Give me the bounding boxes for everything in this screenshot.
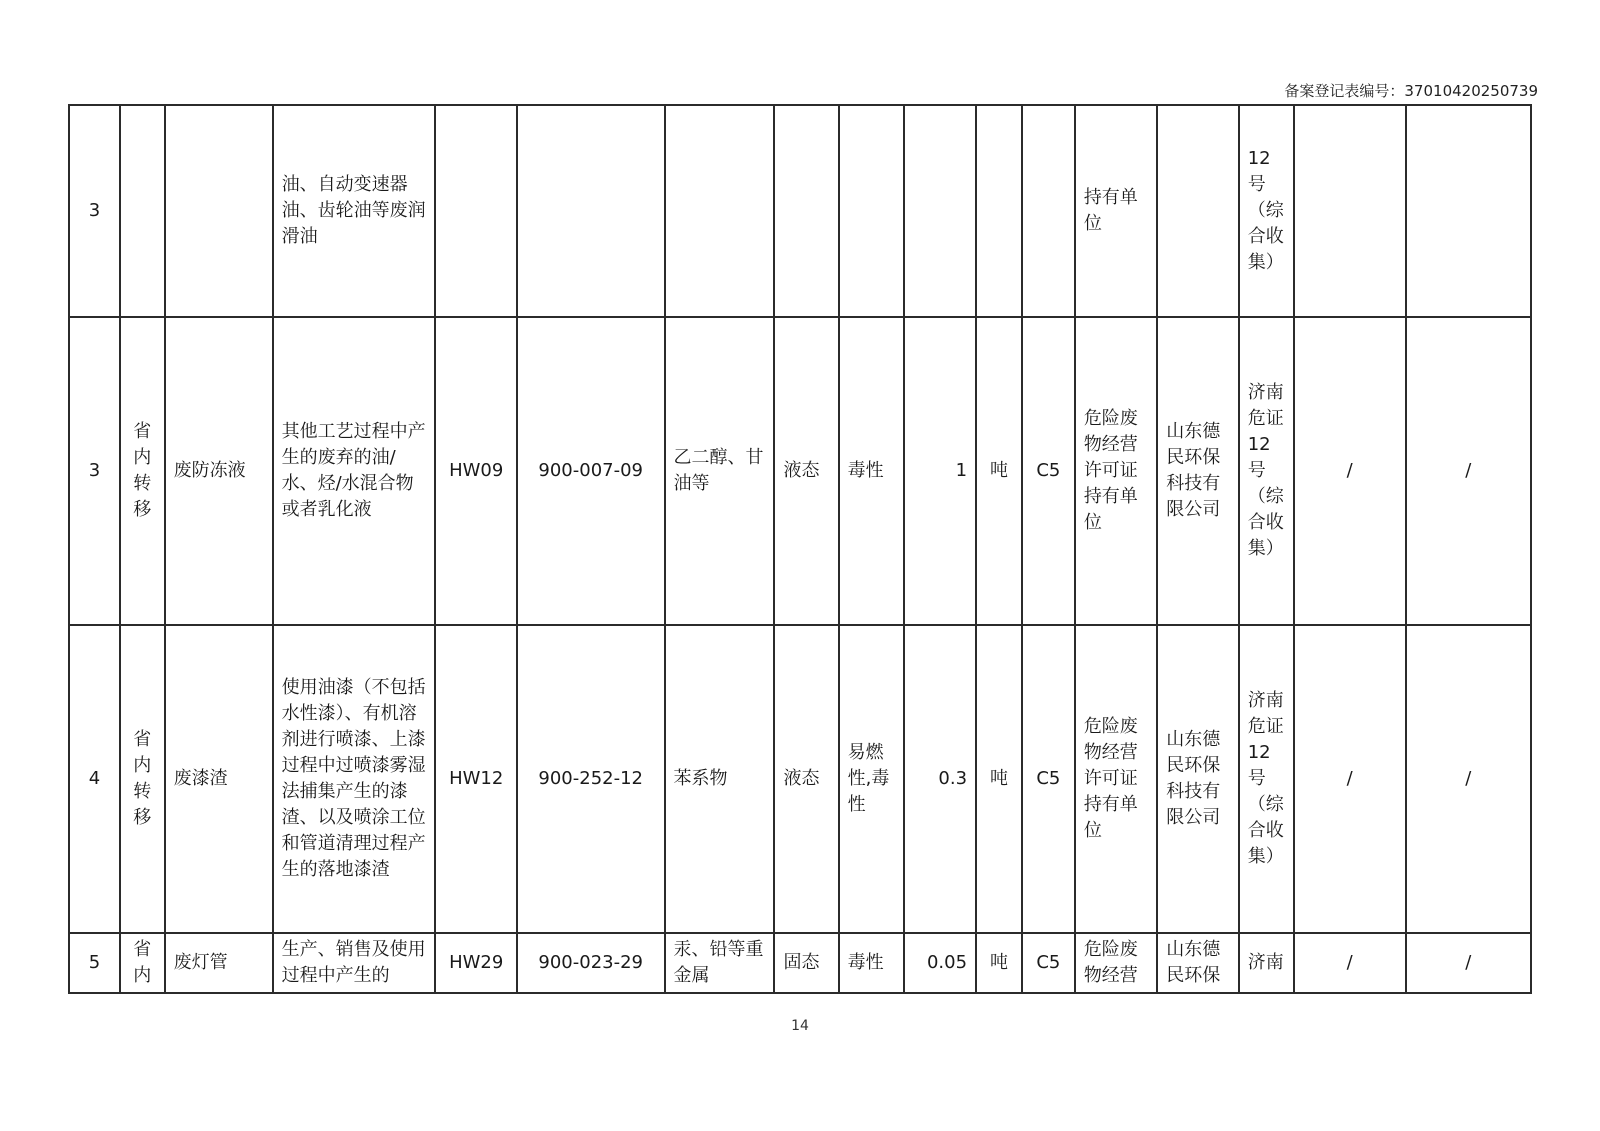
hazard-component: 苯系物	[665, 625, 775, 933]
receiver-name: 山东德民环保	[1157, 933, 1238, 993]
receiver-type: 危险废物经营许可证持有单位	[1075, 625, 1157, 933]
waste-source: 使用油漆（不包括水性漆）、有机溶剂进行喷漆、上漆过程中过喷漆雾湿法捕集产生的漆渣、以及喷涂工位和管道清理过程产生的落地漆渣	[273, 625, 436, 933]
license-number: 济南危证12号（综合收集）	[1239, 625, 1294, 933]
package-code: C5	[1022, 625, 1075, 933]
column-15	[1294, 105, 1406, 317]
package-code: C5	[1022, 933, 1075, 993]
waste-code: 900-007-09	[517, 317, 665, 625]
hazardous-waste-table	[68, 104, 1532, 994]
amount: 0.3	[904, 625, 976, 933]
waste-category	[435, 105, 516, 317]
row-number: 3	[69, 105, 120, 317]
transfer-scope: 省内	[120, 933, 165, 993]
waste-source: 生产、销售及使用过程中产生的	[273, 933, 436, 993]
waste-code: 900-252-12	[517, 625, 665, 933]
waste-category: HW12	[435, 625, 516, 933]
column-15: /	[1294, 625, 1406, 933]
row-number: 5	[69, 933, 120, 993]
physical-form: 液态	[774, 317, 838, 625]
hazard-component: 乙二醇、甘油等	[665, 317, 775, 625]
row-number: 3	[69, 317, 120, 625]
physical-form	[774, 105, 838, 317]
row-number: 4	[69, 625, 120, 933]
waste-name: 废灯管	[165, 933, 273, 993]
unit: 吨	[976, 625, 1022, 933]
waste-name: 废防冻液	[165, 317, 273, 625]
waste-code	[517, 105, 665, 317]
package-code: C5	[1022, 317, 1075, 625]
column-15: /	[1294, 317, 1406, 625]
column-16	[1406, 105, 1531, 317]
table-row	[69, 933, 1531, 993]
column-15: /	[1294, 933, 1406, 993]
receiver-type: 危险废物经营许可证持有单位	[1075, 317, 1157, 625]
hazard-property: 毒性	[839, 933, 904, 993]
page-number: 14	[791, 1018, 809, 1034]
registration-number: 备案登记表编号：37010420250739	[1284, 82, 1538, 100]
waste-name: 废漆渣	[165, 625, 273, 933]
table-row	[69, 105, 1531, 317]
amount: 0.05	[904, 933, 976, 993]
hazard-property: 易燃性,毒性	[839, 625, 904, 933]
amount	[904, 105, 976, 317]
column-16: /	[1406, 317, 1531, 625]
unit	[976, 105, 1022, 317]
transfer-scope: 省内转移	[120, 317, 165, 625]
hazard-component	[665, 105, 775, 317]
table-row	[69, 317, 1531, 625]
license-number: 济南	[1239, 933, 1294, 993]
receiver-type: 危险废物经营	[1075, 933, 1157, 993]
physical-form: 液态	[774, 625, 838, 933]
waste-category: HW09	[435, 317, 516, 625]
physical-form: 固态	[774, 933, 838, 993]
hazard-property	[839, 105, 904, 317]
waste-source: 油、自动变速器油、齿轮油等废润滑油	[273, 105, 436, 317]
receiver-name: 山东德民环保科技有限公司	[1157, 317, 1238, 625]
package-code	[1022, 105, 1075, 317]
hazard-component: 汞、铅等重金属	[665, 933, 775, 993]
hazard-property: 毒性	[839, 317, 904, 625]
transfer-scope: 省内转移	[120, 625, 165, 933]
waste-category: HW29	[435, 933, 516, 993]
waste-code: 900-023-29	[517, 933, 665, 993]
column-16: /	[1406, 933, 1531, 993]
unit: 吨	[976, 933, 1022, 993]
amount: 1	[904, 317, 976, 625]
table-row	[69, 625, 1531, 933]
column-16: /	[1406, 625, 1531, 933]
receiver-type: 持有单位	[1075, 105, 1157, 317]
license-number: 济南危证12号（综合收集）	[1239, 317, 1294, 625]
receiver-name: 山东德民环保科技有限公司	[1157, 625, 1238, 933]
transfer-scope	[120, 105, 165, 317]
unit: 吨	[976, 317, 1022, 625]
waste-name	[165, 105, 273, 317]
waste-source: 其他工艺过程中产生的废弃的油/水、烃/水混合物或者乳化液	[273, 317, 436, 625]
receiver-name	[1157, 105, 1238, 317]
license-number: 12号（综合收集）	[1239, 105, 1294, 317]
